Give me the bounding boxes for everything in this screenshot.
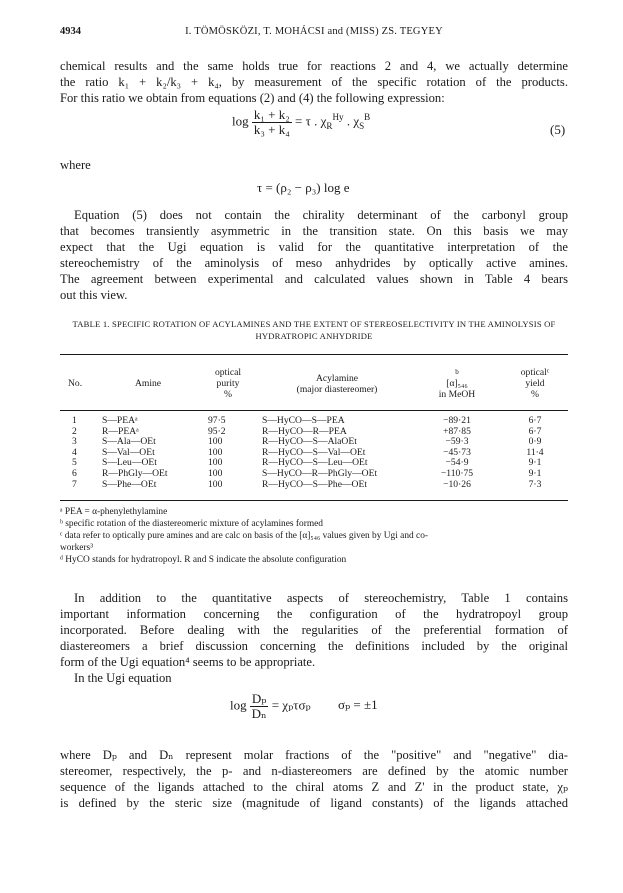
amine-cell: R—PhGly—OEt [102,467,168,479]
text-line: that becomes transiently asymmetric in the transition state. On this basis we may [60,224,568,238]
yield-cell: 9·1 [528,467,542,479]
eq5-numerator: k₁ + k₂ [253,107,290,122]
running-title: I. TÖMÖSKÖZI, T. MOHÁCSI and (MISS) ZS. TEGYEY [185,26,443,37]
col-header-yield: opticalᶜ yield % [520,367,550,401]
equation-5 [232,108,370,137]
tau-equation: τ = (ρ₂ − ρ₃) log e [257,180,350,195]
amine-cell: S—Leu—OEt [102,457,157,469]
text-line: stereochemistry of the aminolysis of meso anhydrides by optically active amines. [60,256,568,270]
amine-cell: S—Ala—OEt [102,436,156,448]
text-line: expect that the Ugi equation is valid for the quantitative interpretation of the [60,240,568,254]
text-line: In addition to the quantitative aspects of stereochemistry, Table 1 contains [74,591,568,605]
ugi-log: log [230,697,247,713]
eq5-log: log [232,113,249,129]
eq5-fraction [252,108,292,137]
ugi-equation [230,692,378,721]
purity-cell: 100 [208,467,223,479]
text-line: incorporated. Before dealing with the regularities of the preferential formation of [60,623,568,637]
rotation-cell: −45·73 [443,446,471,458]
col-header-rotation: b [α]₅₄₆ in MeOH [438,368,476,401]
eq5-denominator: k₃ + k₄ [253,122,290,137]
table-bottom-rule [60,500,568,501]
yield-cell: 11·4 [526,446,544,458]
text-line: In the Ugi equation [74,671,172,685]
purity-cell: 100 [208,478,223,490]
row-number: 5 [72,457,77,469]
row-number: 7 [72,478,77,490]
where-label: where [60,158,91,172]
purity-cell: 100 [208,457,223,469]
intro-paragraph [60,58,568,106]
table-row [60,480,568,491]
ugi-numerator: Dₚ [251,691,267,706]
yield-cell: 6·7 [528,415,542,426]
footnote: ᵃ PEA = α-phenylethylamine [60,507,168,517]
amine-cell: R—PEAᵃ [102,425,139,437]
text-line: diastereomers a brief discussion concerning the definitions included by the original [60,639,568,653]
text-line: sequence of the ligands attached to the chiral atoms Z and Z' in the product state, χₚ [60,780,568,794]
table-footnotes [60,506,568,566]
rotation-cell: −54·9 [445,457,469,469]
acylamine-cell: R—HyCO—S—Val—OEt [262,446,366,458]
eq5-chi2: χ [353,113,360,129]
paragraph-3 [60,590,568,686]
acylamine-cell: S—HyCO—R—PhGly—OEt [262,467,378,479]
caption-line-2: HYDRATROPIC ANHYDRIDE [255,331,373,341]
yield-cell: 9·1 [528,457,542,469]
eq5-rhs: = τ . χ [295,113,327,129]
ugi-fraction [250,692,269,721]
eq5-chi2-sup: B [364,112,371,123]
text-line: the ratio k₁ + k₂/k₃ + k₄, by measurement of the specific rotation of the products. [60,75,568,89]
col-header-acylamine: Acylamine (major diastereomer) [296,372,378,395]
footnote: ᶜ data refer to optically pure amines and are calc on basis of the [α]₅₄₆ values given by Ugi and co- [60,531,429,541]
ugi-denominator: Dₙ [251,706,267,721]
ugi-rhs: = χₚτσₚ [271,697,311,713]
text-line: where Dₚ and Dₙ represent molar fractions of the "positive" and "negative" dia- [60,748,568,762]
text-line: important information concerning the configuration of the hydratropoyl group [60,607,568,621]
purity-cell: 97·5 [208,415,226,426]
table-row [60,416,568,427]
col-header-purity: optical purity % [214,367,242,401]
row-number: 2 [72,425,77,437]
row-number: 6 [72,467,77,479]
final-paragraph [60,747,568,811]
amine-cell: S—PEAᵃ [102,415,138,426]
yield-cell: 6·7 [528,425,542,437]
table-row [60,469,568,480]
rotation-cell: −10·26 [443,478,471,490]
page-number: 4934 [60,26,81,37]
eq5-chi1-sub: R [326,121,333,132]
text-line: form of the Ugi equation⁴ seems to be appropriate. [60,655,316,669]
text-line: stereomer, respectively, the p- and n-diastereomers are defined by the atomic number [60,764,568,778]
col-header-no: No. [68,378,83,390]
acylamine-cell: R—HyCO—S—Phe—OEt [262,478,368,490]
text-line: Equation (5) does not contain the chirality determinant of the carbonyl group [74,208,568,222]
table-top-rule [60,354,568,355]
text-line: is defined by the steric size (magnitude of ligand constants) of the ligands attached [60,796,568,810]
eq5-chi2-sub: S [359,121,365,132]
acylamine-cell: R—HyCO—S—AlaOEt [262,436,357,448]
row-number: 3 [72,436,77,448]
data-table [60,358,568,490]
paragraph-2 [60,207,568,303]
footnote: ᵈ HyCO stands for hydratropoyl. R and S indicate the absolute configuration [60,555,347,565]
purity-cell: 100 [208,436,223,448]
yield-cell: 7·3 [528,478,542,490]
text-line: out this view. [60,288,128,302]
footnote: workers³ [60,543,94,553]
equation-number: (5) [550,122,566,137]
acylamine-cell: S—HyCO—S—PEA [262,415,345,426]
eq5-chi1-sup: Hy [332,112,344,123]
footnote: ᵇ specific rotation of the diastereomeric mixture of acylamines formed [60,519,323,529]
running-header [60,26,568,42]
row-number: 1 [72,415,77,426]
rotation-cell: −110·75 [440,467,474,479]
purity-cell: 95·2 [208,425,226,437]
ugi-sigma: σₚ = ±1 [337,697,378,713]
text-line: For this ratio we obtain from equations (2) and (4) the following expression: [60,91,445,105]
rotation-cell: +87·85 [443,425,471,437]
acylamine-cell: R—HyCO—R—PEA [262,425,347,437]
purity-cell: 100 [208,446,223,458]
amine-cell: S—Val—OEt [102,446,155,458]
acylamine-cell: R—HyCO—S—Leu—OEt [262,457,368,469]
text-line: chemical results and the same holds true for reactions 2 and 4, we actually determine [60,59,568,73]
eq5-dot: . [346,113,351,129]
yield-cell: 0·9 [528,436,542,448]
rotation-cell: −59·3 [445,436,469,448]
rotation-cell: −89·21 [443,415,471,426]
row-number: 4 [72,446,77,458]
amine-cell: S—Phe—OEt [102,478,157,490]
table-header-row [60,358,568,410]
text-line: The agreement between experimental and calculated values shown in Table 4 bears [60,272,568,286]
caption-line-1: TABLE 1. SPECIFIC ROTATION OF ACYLAMINES AND THE EXTENT OF STEREOSELECTIVITY IN THE AMINOLYSIS OF [72,319,556,329]
col-header-amine: Amine [134,378,162,390]
table-caption [60,318,568,342]
